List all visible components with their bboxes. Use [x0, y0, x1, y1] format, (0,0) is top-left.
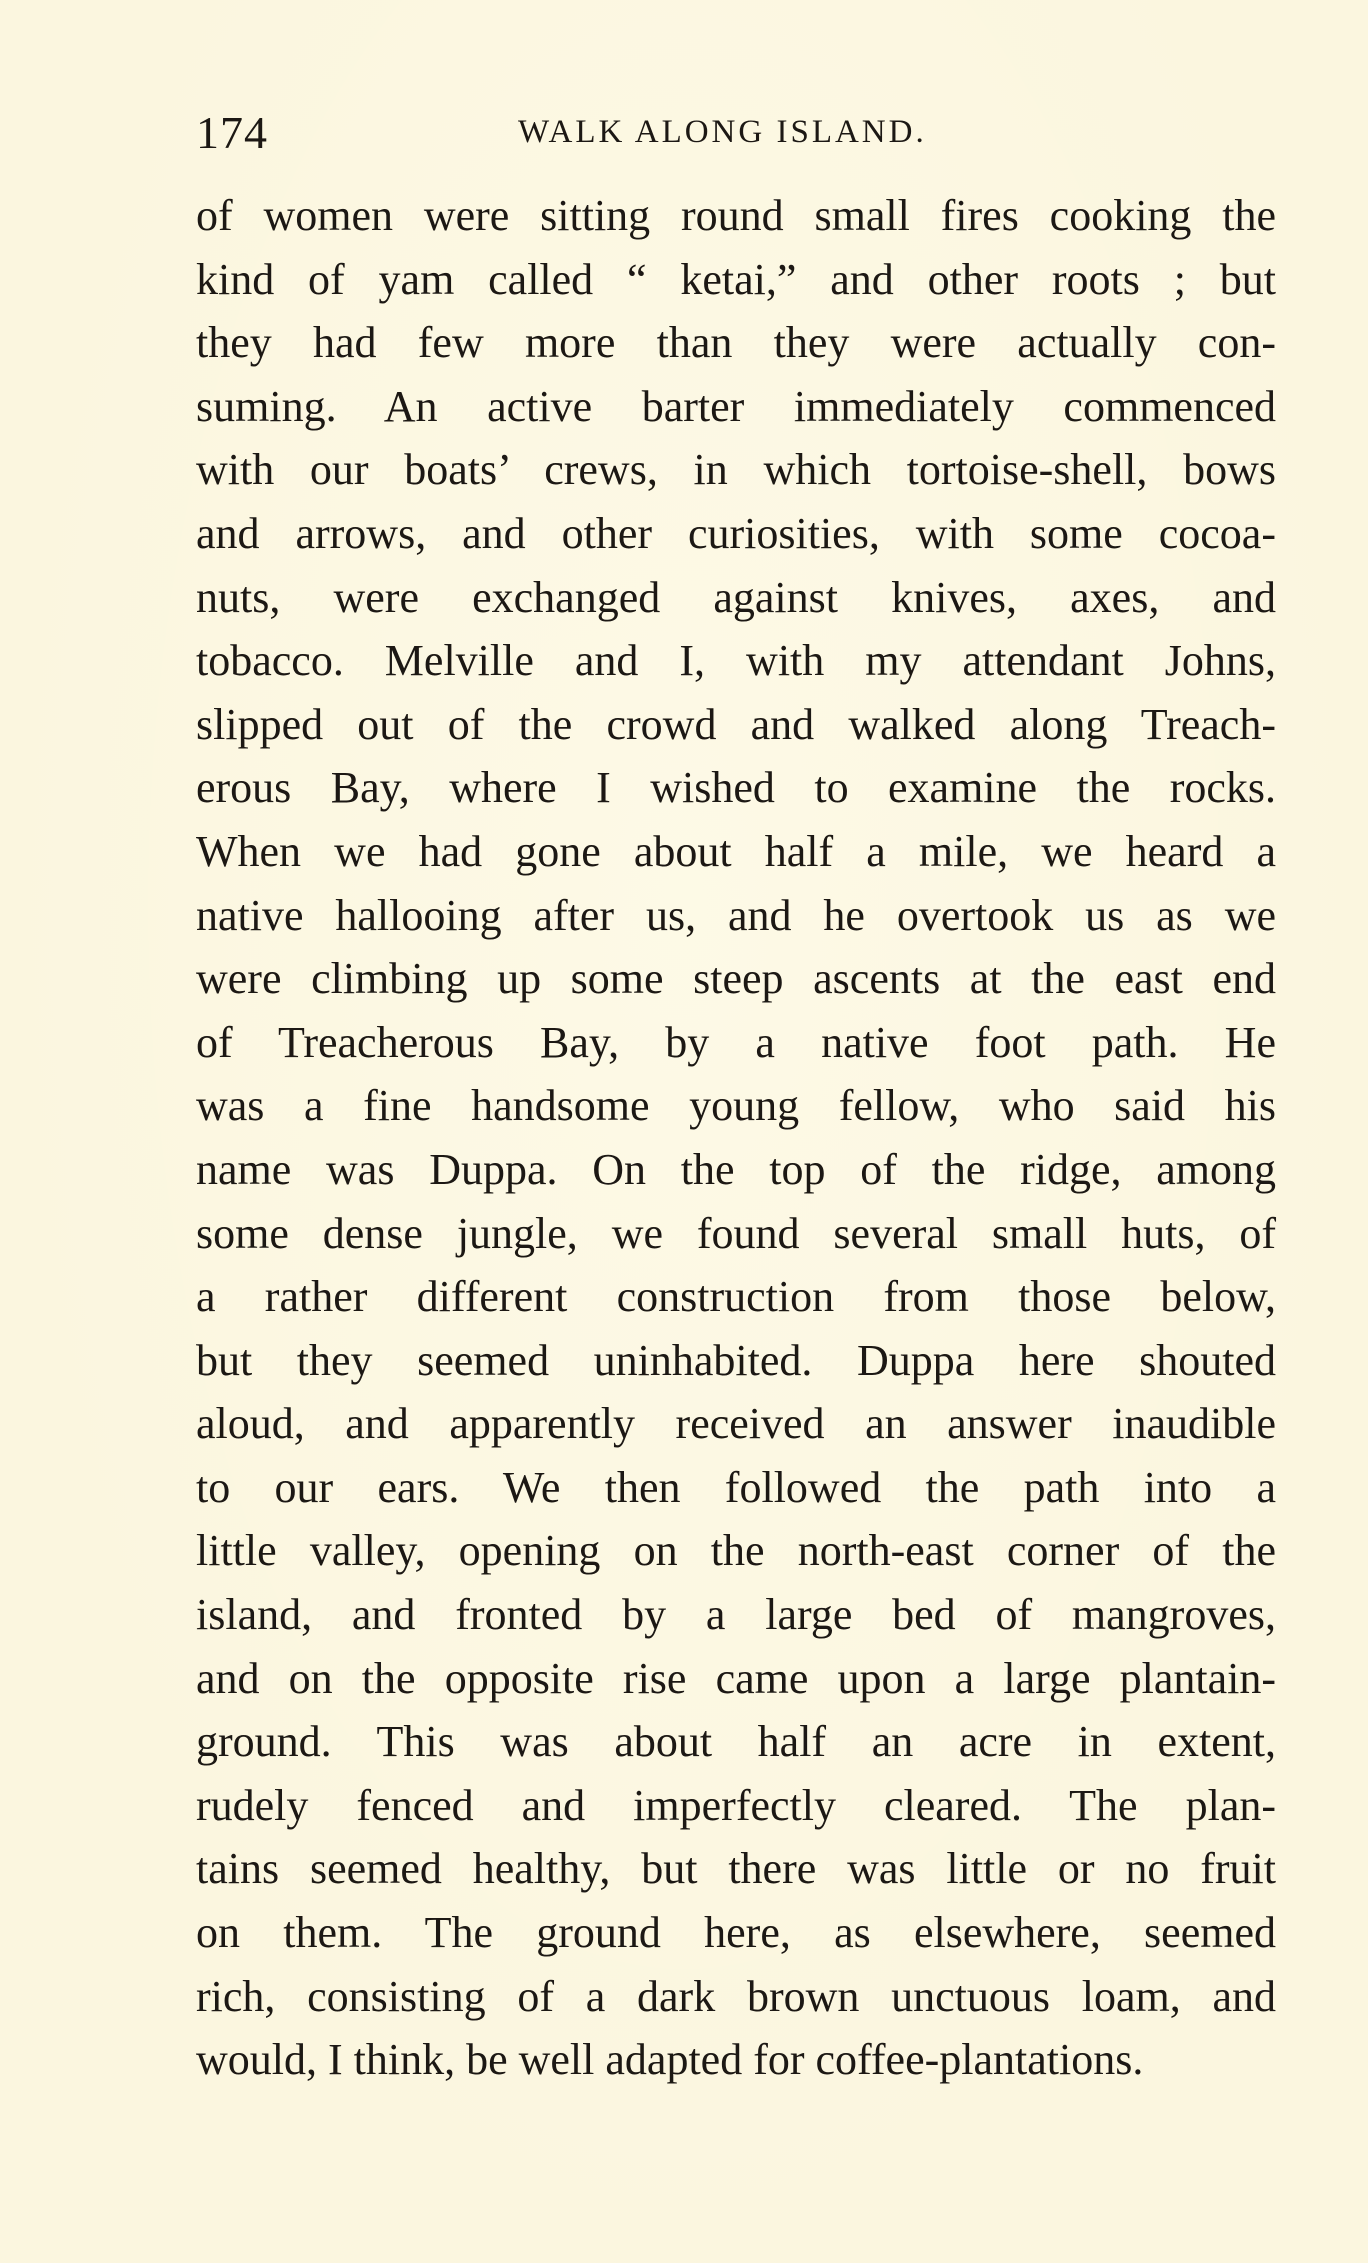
text-line: would, I think, be well adapted for coffee-plantations. [196, 2035, 1144, 2085]
body-text [196, 184, 1276, 2092]
text-line: little valley, opening on the north-east corner of the [196, 1526, 1276, 1576]
text-line: suming. An active barter immediately commenced [196, 381, 1276, 431]
text-line: island, and fronted by a large bed of mangroves, [196, 1590, 1276, 1640]
text-line: a rather different construction from those below, [196, 1272, 1276, 1322]
text-line: name was Duppa. On the top of the ridge, among [196, 1144, 1276, 1194]
text-line: they had few more than they were actually con- [196, 318, 1276, 368]
text-line: tains seemed healthy, but there was little or no fruit [196, 1844, 1276, 1894]
page-header [196, 106, 1276, 166]
text-line: slipped out of the crowd and walked along Treach- [196, 699, 1276, 749]
text-line: but they seemed uninhabited. Duppa here shouted [196, 1335, 1276, 1385]
running-head: WALK ALONG ISLAND. [518, 114, 927, 150]
text-line: rudely fenced and imperfectly cleared. The plan- [196, 1780, 1276, 1830]
text-line: native hallooing after us, and he overtook us as we [196, 890, 1276, 940]
text-line: and arrows, and other curiosities, with some cocoa- [196, 508, 1276, 558]
text-line: were climbing up some steep ascents at the east end [196, 954, 1276, 1004]
page-number: 174 [196, 107, 268, 158]
text-line: When we had gone about half a mile, we heard a [196, 826, 1276, 876]
text-line: was a fine handsome young fellow, who said his [196, 1081, 1276, 1131]
text-line: with our boats’ crews, in which tortoise-shell, bows [196, 445, 1276, 495]
text-line: aloud, and apparently received an answer inaudible [196, 1399, 1276, 1449]
text-line: of Treacherous Bay, by a native foot path. He [196, 1017, 1276, 1067]
text-line: on them. The ground here, as elsewhere, seemed [196, 1908, 1276, 1958]
text-line: tobacco. Melville and I, with my attendant Johns, [196, 636, 1276, 686]
text-line: kind of yam called “ ketai,” and other roots ; but [196, 254, 1276, 304]
text-line: and on the opposite rise came upon a large plantain- [196, 1653, 1276, 1703]
text-line: rich, consisting of a dark brown unctuous loam, and [196, 1971, 1276, 2021]
text-line: ground. This was about half an acre in extent, [196, 1717, 1276, 1767]
text-line: to our ears. We then followed the path into a [196, 1462, 1276, 1512]
text-line: of women were sitting round small fires cooking the [196, 191, 1276, 240]
text-line: erous Bay, where I wished to examine the rocks. [196, 763, 1276, 813]
text-line: nuts, were exchanged against knives, axes, and [196, 572, 1276, 622]
text-line: some dense jungle, we found several small huts, of [196, 1208, 1276, 1258]
